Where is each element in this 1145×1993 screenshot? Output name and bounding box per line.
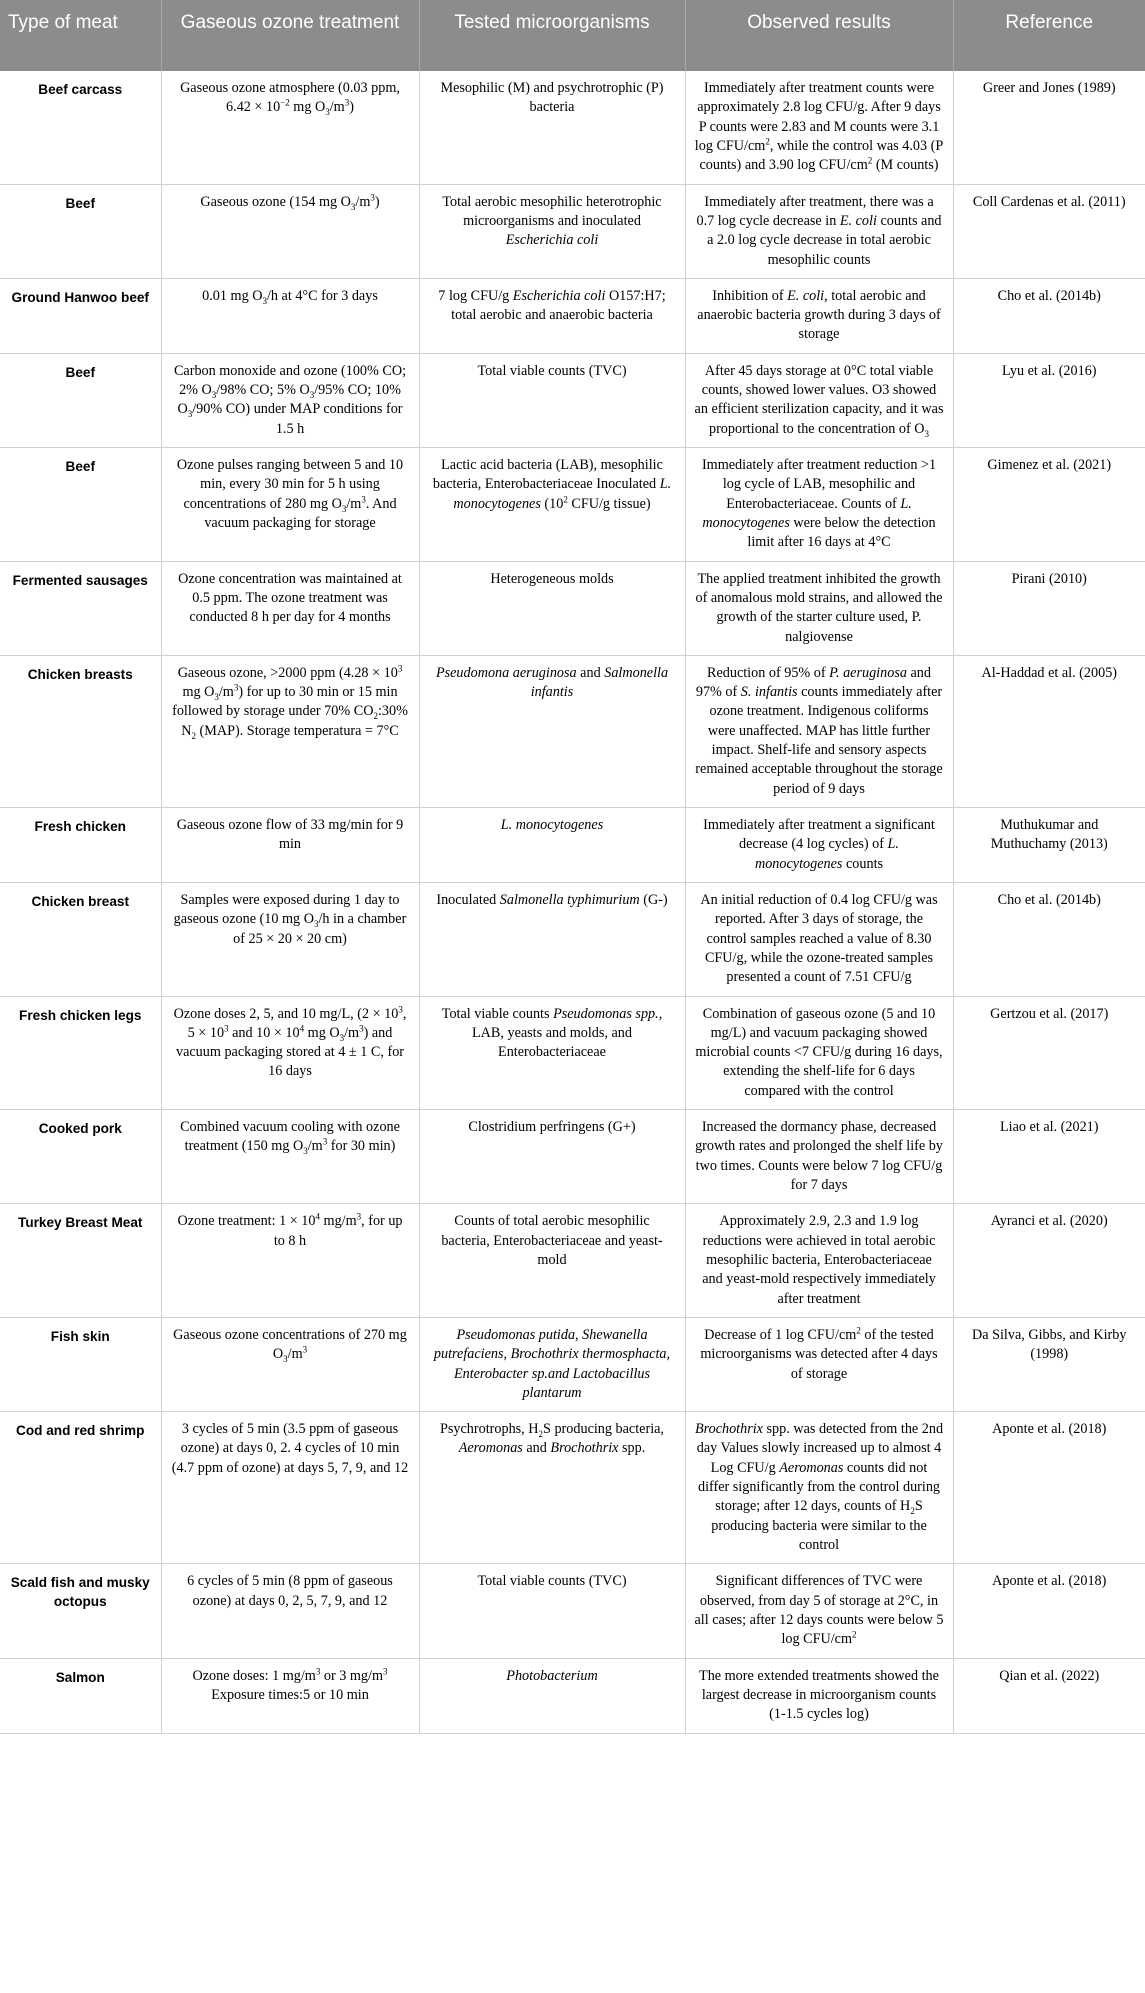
header-ozone-treatment: Gaseous ozone treatment	[161, 0, 419, 71]
cell-reference: Cho et al. (2014b)	[953, 278, 1145, 353]
cell-meat-type: Cod and red shrimp	[0, 1412, 161, 1564]
cell-reference: Muthukumar and Muthuchamy (2013)	[953, 808, 1145, 883]
table-row	[0, 1564, 1145, 1658]
cell-observed-results: Increased the dormancy phase, decreased growth rates and prolonged the shelf life by two times. Counts were below 7 log CFU/g for 7 days	[685, 1110, 953, 1204]
cell-ozone-treatment: Ozone doses: 1 $mg/m^3$ or 3 $mg/m^3$ Exposure times:5 or 10 min	[161, 1658, 419, 1733]
cell-reference: Cho et al. (2014b)	[953, 882, 1145, 996]
cell-observed-results: Approximately 2.9, 2.3 and 1.9 log reductions were achieved in total aerobic mesophilic bacteria, Enterobacteriaceae and yeast-mold respectively immediately after treatment	[685, 1204, 953, 1318]
cell-meat-type: Salmon	[0, 1658, 161, 1733]
cell-observed-results: Brochothrix spp. was detected from the 2nd day Values slowly increased up to almost 4 Log CFU/g Aeromonas counts did not differ significantly from the control during storage; after 12 days, counts of $H_2S$ producing bacteria were similar to the control	[685, 1412, 953, 1564]
cell-observed-results: The more extended treatments showed the largest decrease in microorganism counts (1-1.5 cycles log)	[685, 1658, 953, 1733]
cell-observed-results: Significant differences of TVC were observed, from day 5 of storage at 2°C, in all cases; after 12 days counts were below 5 log CFU/$cm^2$	[685, 1564, 953, 1658]
cell-reference: Aponte et al. (2018)	[953, 1564, 1145, 1658]
cell-microorganisms: Total viable counts (TVC)	[419, 1564, 685, 1658]
table-row	[0, 1110, 1145, 1204]
cell-meat-type: Turkey Breast Meat	[0, 1204, 161, 1318]
cell-observed-results: Decrease of 1 log CFU/$cm^2$ of the tested microorganisms was detected after 4 days of storage	[685, 1317, 953, 1411]
cell-microorganisms: Total viable counts (TVC)	[419, 353, 685, 447]
cell-meat-type: Chicken breast	[0, 882, 161, 996]
table-row	[0, 184, 1145, 278]
cell-ozone-treatment: Ozone pulses ranging between 5 and 10 min, every 30 min for 5 h using concentrations of 280 mg $O_3/m^3$. And vacuum packaging for storage	[161, 448, 419, 562]
table-row	[0, 1204, 1145, 1318]
cell-microorganisms: Photobacterium	[419, 1658, 685, 1733]
table-row	[0, 996, 1145, 1110]
cell-microorganisms: Lactic acid bacteria (LAB), mesophilic bacteria, Enterobacteriaceae Inoculated L. monocytogenes ($10^2$ CFU/g tissue)	[419, 448, 685, 562]
header-reference: Reference	[953, 0, 1145, 71]
table-row	[0, 561, 1145, 655]
cell-reference: Qian et al. (2022)	[953, 1658, 1145, 1733]
cell-observed-results: Immediately after treatment reduction >1 log cycle of LAB, mesophilic and Enterobacteriaceae. Counts of L. monocytogenes were below the detection limit after 16 days at 4°C	[685, 448, 953, 562]
cell-reference: Lyu et al. (2016)	[953, 353, 1145, 447]
cell-reference: Pirani (2010)	[953, 561, 1145, 655]
cell-reference: Ayranci et al. (2020)	[953, 1204, 1145, 1318]
cell-meat-type: Fresh chicken legs	[0, 996, 161, 1110]
cell-meat-type: Scald fish and musky octopus	[0, 1564, 161, 1658]
cell-microorganisms: 7 log CFU/g Escherichia coli O157:H7; total aerobic and anaerobic bacteria	[419, 278, 685, 353]
cell-observed-results: An initial reduction of 0.4 log CFU/g was reported. After 3 days of storage, the control samples reached a value of 8.30 CFU/g, while the ozone-treated samples presented a count of 7.51 CFU/g	[685, 882, 953, 996]
header-tested-microorganisms: Tested microorganisms	[419, 0, 685, 71]
table-row	[0, 1317, 1145, 1411]
cell-ozone-treatment: Samples were exposed during 1 day to gaseous ozone (10 mg $O_3/h$ in a chamber of 25 × 20 × 20 cm)	[161, 882, 419, 996]
cell-microorganisms: Clostridium perfringens (G+)	[419, 1110, 685, 1204]
cell-microorganisms: L. monocytogenes	[419, 808, 685, 883]
cell-meat-type: Beef	[0, 184, 161, 278]
cell-meat-type: Fresh chicken	[0, 808, 161, 883]
cell-reference: Gertzou et al. (2017)	[953, 996, 1145, 1110]
cell-reference: Gimenez et al. (2021)	[953, 448, 1145, 562]
cell-observed-results: Immediately after treatment counts were approximately 2.8 log CFU/g. After 9 days P counts were 2.83 and M counts were 3.1 log CFU/$cm^2$, while the control was 4.03 (P counts) and 3.90 log CFU/$cm^2$ (M counts)	[685, 71, 953, 184]
cell-ozone-treatment: Gaseous ozone flow of 33 mg/min for 9 min	[161, 808, 419, 883]
cell-ozone-treatment: Ozone treatment: $1 \times 10^4$ $mg/m^3$, for up to 8 h	[161, 1204, 419, 1318]
cell-microorganisms: Total viable counts Pseudomonas spp., LAB, yeasts and molds, and Enterobacteriaceae	[419, 996, 685, 1110]
table-body	[0, 71, 1145, 1733]
cell-observed-results: After 45 days storage at 0°C total viable counts, showed lower values. O3 showed an efficient sterilization capacity, and it was proportional to the concentration of $O_3$	[685, 353, 953, 447]
cell-meat-type: Beef	[0, 448, 161, 562]
cell-microorganisms: Psychrotrophs, $H_2S$ producing bacteria, Aeromonas and Brochothrix spp.	[419, 1412, 685, 1564]
cell-ozone-treatment: 0.01 mg $O_3/h$ at 4°C for 3 days	[161, 278, 419, 353]
cell-reference: Coll Cardenas et al. (2011)	[953, 184, 1145, 278]
cell-meat-type: Ground Hanwoo beef	[0, 278, 161, 353]
cell-observed-results: The applied treatment inhibited the growth of anomalous mold strains, and allowed the growth of the starter culture used, P. nalgiovense	[685, 561, 953, 655]
table-header	[0, 0, 1145, 71]
cell-microorganisms: Total aerobic mesophilic heterotrophic microorganisms and inoculated Escherichia coli	[419, 184, 685, 278]
cell-meat-type: Beef	[0, 353, 161, 447]
cell-microorganisms: Pseudomonas putida, Shewanella putrefaciens, Brochothrix thermosphacta, Enterobacter sp.and Lactobacillus plantarum	[419, 1317, 685, 1411]
cell-ozone-treatment: Ozone concentration was maintained at 0.5 ppm. The ozone treatment was conducted 8 h per day for 4 months	[161, 561, 419, 655]
cell-reference: Aponte et al. (2018)	[953, 1412, 1145, 1564]
cell-microorganisms: Counts of total aerobic mesophilic bacteria, Enterobacteriaceae and yeast-mold	[419, 1204, 685, 1318]
cell-ozone-treatment: Gaseous ozone, >2000 ppm ($4.28 \times 10^3$ mg $O_3/m^3$) for up to 30 min or 15 min followed by storage under 70% $CO_2:30\%$ $N_2$ (MAP). Storage temperatura = 7°C	[161, 655, 419, 807]
table-row	[0, 448, 1145, 562]
cell-microorganisms: Inoculated Salmonella typhimurium (G-)	[419, 882, 685, 996]
cell-ozone-treatment: 6 cycles of 5 min (8 ppm of gaseous ozone) at days 0, 2, 5, 7, 9, and 12	[161, 1564, 419, 1658]
table-row	[0, 71, 1145, 184]
cell-observed-results: Immediately after treatment a significant decrease (4 log cycles) of L. monocytogenes counts	[685, 808, 953, 883]
cell-ozone-treatment: Gaseous ozone atmosphere (0.03 ppm, $6.42 \times 10^{-2}$ mg $O_3/m^3$)	[161, 71, 419, 184]
cell-microorganisms: Pseudomona aeruginosa and Salmonella infantis	[419, 655, 685, 807]
cell-meat-type: Beef carcass	[0, 71, 161, 184]
cell-observed-results: Immediately after treatment, there was a 0.7 log cycle decrease in E. coli counts and a 2.0 log cycle decrease in total aerobic mesophilic counts	[685, 184, 953, 278]
cell-meat-type: Fermented sausages	[0, 561, 161, 655]
table-row	[0, 1412, 1145, 1564]
cell-ozone-treatment: Carbon monoxide and ozone (100% CO; 2% $O_3/98\%$ CO; 5% $O_3/95\%$ CO; 10% $O_3/90\%$ CO) under MAP conditions for 1.5 h	[161, 353, 419, 447]
table-row	[0, 882, 1145, 996]
header-observed-results: Observed results	[685, 0, 953, 71]
table-row	[0, 808, 1145, 883]
header-type-of-meat: Type of meat	[0, 0, 161, 71]
table-row	[0, 353, 1145, 447]
table-row	[0, 1658, 1145, 1733]
cell-meat-type: Chicken breasts	[0, 655, 161, 807]
cell-ozone-treatment: Ozone doses 2, 5, and 10 mg/L, ($2 \times 10^3$, $5 \times 10^3$ and $10 \times 10^4$ mg $O_3/m^3$) and vacuum packaging stored at 4 ± 1 C, for 16 days	[161, 996, 419, 1110]
cell-meat-type: Fish skin	[0, 1317, 161, 1411]
cell-observed-results: Inhibition of E. coli, total aerobic and anaerobic bacteria growth during 3 days of storage	[685, 278, 953, 353]
cell-ozone-treatment: 3 cycles of 5 min (3.5 ppm of gaseous ozone) at days 0, 2. 4 cycles of 10 min (4.7 ppm of ozone) at days 5, 7, 9, and 12	[161, 1412, 419, 1564]
table-row	[0, 278, 1145, 353]
cell-ozone-treatment: Gaseous ozone (154 mg $O_3/m^3$)	[161, 184, 419, 278]
cell-microorganisms: Heterogeneous molds	[419, 561, 685, 655]
header-row	[0, 0, 1145, 71]
cell-observed-results: Reduction of 95% of P. aeruginosa and 97% of S. infantis counts immediately after ozone treatment. Indigenous coliforms were unaffected. MAP has little further impact. Shelf-life and sensory aspects remained acceptable throughout the storage period of 9 days	[685, 655, 953, 807]
cell-ozone-treatment: Gaseous ozone concentrations of 270 mg $O_3/m^3$	[161, 1317, 419, 1411]
cell-microorganisms: Mesophilic (M) and psychrotrophic (P) bacteria	[419, 71, 685, 184]
table-row	[0, 655, 1145, 807]
cell-reference: Al-Haddad et al. (2005)	[953, 655, 1145, 807]
cell-reference: Da Silva, Gibbs, and Kirby (1998)	[953, 1317, 1145, 1411]
cell-ozone-treatment: Combined vacuum cooling with ozone treatment (150 mg $O_3/m^3$ for 30 min)	[161, 1110, 419, 1204]
cell-observed-results: Combination of gaseous ozone (5 and 10 mg/L) and vacuum packaging showed microbial counts <7 CFU/g during 16 days, extending the shelf-life for 6 days compared with the control	[685, 996, 953, 1110]
cell-reference: Liao et al. (2021)	[953, 1110, 1145, 1204]
cell-reference: Greer and Jones (1989)	[953, 71, 1145, 184]
cell-meat-type: Cooked pork	[0, 1110, 161, 1204]
